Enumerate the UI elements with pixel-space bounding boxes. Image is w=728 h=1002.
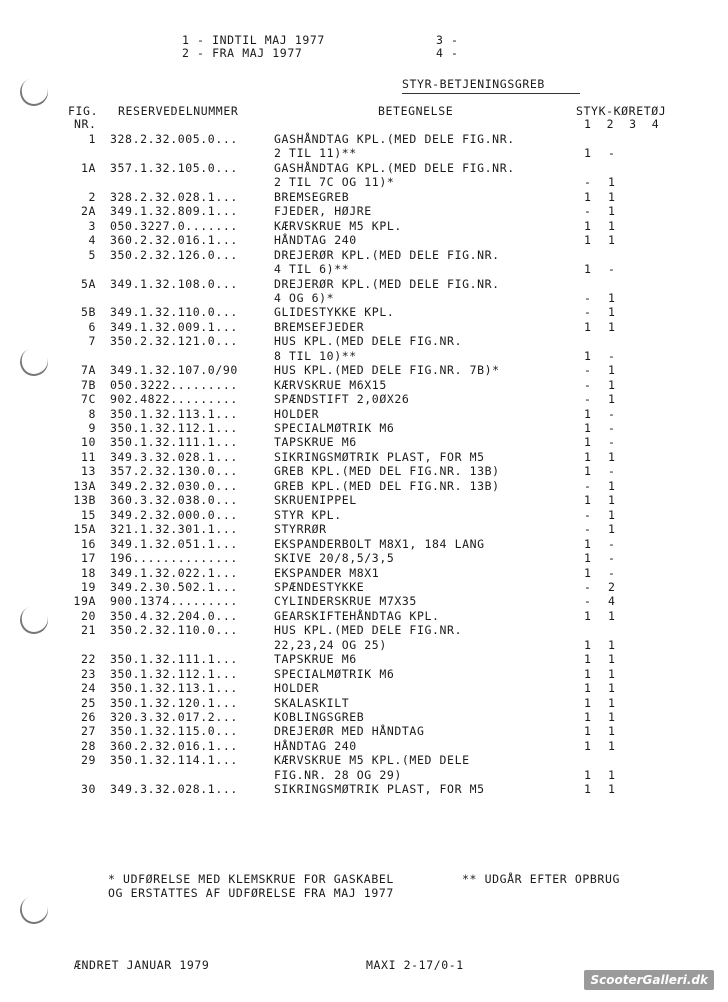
- section-title: STYR-BETJENINGSGREB: [402, 77, 545, 91]
- row-qty-1: 1: [584, 262, 592, 277]
- row-description: HUS KPL.(MED DELE FIG.NR. 7B)*: [274, 363, 500, 378]
- row-part-number: 900.1374.........: [110, 594, 238, 609]
- row-part-number: 349.1.32.009.1...: [110, 319, 238, 334]
- row-qty-1: 1: [584, 421, 592, 435]
- row-description: TAPSKRUE M6: [274, 435, 357, 450]
- row-description: HÅNDTAG 240: [274, 738, 357, 753]
- row-fig-number: 1A: [80, 160, 96, 175]
- row-qty-1: 1: [584, 681, 592, 696]
- row-fig-number: 29: [80, 753, 96, 768]
- row-qty-1: 1: [584, 608, 592, 623]
- row-part-number: 349.1.32.022.1...: [110, 565, 238, 580]
- row-description: 4 TIL 6)**: [274, 262, 350, 277]
- row-part-number: 320.3.32.017.2...: [110, 710, 238, 724]
- row-fig-number: 24: [80, 681, 96, 696]
- punch-hole-icon: [16, 602, 52, 638]
- row-fig-number: 17: [80, 551, 96, 566]
- row-description: SPECIALMØTRIK M6: [274, 666, 395, 681]
- row-qty-2: 1: [608, 392, 616, 407]
- col-description: BETEGNELSE: [378, 104, 454, 118]
- row-fig-number: 13B: [73, 493, 96, 508]
- row-qty-1: 1: [584, 189, 592, 204]
- row-description: EKSPANDERBOLT M8X1, 184 LANG: [274, 536, 485, 551]
- punch-hole-icon: [16, 892, 52, 928]
- row-description: DREJERØR KPL.(MED DELE FIG.NR.: [274, 276, 500, 291]
- row-qty-2: 1: [608, 305, 616, 320]
- row-part-number: 350.2.32.126.0...: [110, 247, 238, 262]
- row-part-number: 050.3222.........: [110, 377, 238, 392]
- row-qty-1: 1: [584, 146, 592, 161]
- row-qty-2: 1: [608, 738, 616, 753]
- row-qty-1: 1: [584, 782, 592, 797]
- footnote-1-line-2: OG ERSTATTES AF UDFØRELSE FRA MAJ 1977: [108, 886, 394, 900]
- row-fig-number: 20: [80, 608, 96, 623]
- row-fig-number: 26: [80, 710, 96, 724]
- row-description: SPECIALMØTRIK M6: [274, 421, 395, 435]
- row-qty-2: 1: [608, 290, 616, 305]
- row-fig-number: 7: [88, 334, 96, 349]
- row-qty-2: -: [608, 435, 616, 450]
- row-qty-2: 1: [608, 319, 616, 334]
- row-qty-1: 1: [584, 551, 592, 566]
- row-qty-1: -: [584, 392, 592, 407]
- row-description: TAPSKRUE M6: [274, 652, 357, 667]
- row-qty-1: 1: [584, 565, 592, 580]
- row-part-number: 328.2.32.005.0...: [110, 132, 238, 146]
- row-description: STYR KPL.: [274, 507, 342, 522]
- row-description: KOBLINGSGREB: [274, 710, 365, 724]
- row-qty-2: 1: [608, 175, 616, 190]
- row-qty-1: -: [584, 594, 592, 609]
- row-part-number: 349.1.32.108.0...: [110, 276, 238, 291]
- row-fig-number: 13A: [73, 478, 96, 493]
- row-description: FJEDER, HØJRE: [274, 204, 372, 219]
- row-qty-2: 1: [608, 681, 616, 696]
- row-fig-number: 11: [80, 449, 96, 464]
- row-qty-2: -: [608, 536, 616, 551]
- row-fig-number: 16: [80, 536, 96, 551]
- row-part-number: 349.2.32.030.0...: [110, 478, 238, 493]
- row-fig-number: 2: [88, 189, 96, 204]
- row-description: DREJERØR KPL.(MED DELE FIG.NR.: [274, 247, 500, 262]
- row-qty-1: 1: [584, 348, 592, 363]
- row-qty-2: -: [608, 146, 616, 161]
- row-qty-2: -: [608, 348, 616, 363]
- row-fig-number: 7B: [80, 377, 96, 392]
- row-qty-1: 1: [584, 710, 592, 724]
- row-description: 22,23,24 OG 25): [274, 637, 387, 652]
- row-qty-2: 1: [608, 233, 616, 248]
- row-fig-number: 23: [80, 666, 96, 681]
- row-description: SKRUENIPPEL: [274, 493, 357, 508]
- row-part-number: 357.1.32.105.0...: [110, 160, 238, 175]
- row-qty-2: 1: [608, 493, 616, 508]
- row-qty-1: 1: [584, 724, 592, 739]
- row-description: GREB KPL.(MED DEL FIG.NR. 13B): [274, 478, 500, 493]
- row-part-number: 321.1.32.301.1...: [110, 522, 238, 537]
- row-description: DREJERØR MED HÅNDTAG: [274, 724, 425, 739]
- row-part-number: 349.3.32.028.1...: [110, 449, 238, 464]
- row-description: CYLINDERSKRUE M7X35: [274, 594, 417, 609]
- row-description: GREB KPL.(MED DEL FIG.NR. 13B): [274, 464, 500, 479]
- footnote-2: ** UDGÅR EFTER OPBRUG: [462, 872, 620, 886]
- row-fig-number: 30: [80, 782, 96, 797]
- row-part-number: 350.1.32.113.1...: [110, 681, 238, 696]
- row-fig-number: 21: [80, 623, 96, 638]
- row-part-number: 360.3.32.038.0...: [110, 493, 238, 508]
- row-part-number: 050.3227.0.......: [110, 218, 238, 233]
- row-fig-number: 22: [80, 652, 96, 667]
- period-1: 1 - INDTIL MAJ 1977: [182, 33, 325, 47]
- row-fig-number: 8: [88, 406, 96, 421]
- col-quantity-numbers: 1 2 3 4: [584, 117, 660, 131]
- row-description: SPÆNDSTIFT 2,0ØX26: [274, 392, 410, 407]
- row-qty-1: 1: [584, 652, 592, 667]
- row-fig-number: 7A: [80, 363, 96, 378]
- row-part-number: 350.1.32.115.0...: [110, 724, 238, 739]
- row-description: STYRRØR: [274, 522, 327, 537]
- row-description: BREMSEGREB: [274, 189, 350, 204]
- row-qty-1: 1: [584, 536, 592, 551]
- row-qty-2: -: [608, 565, 616, 580]
- row-part-number: 349.3.32.028.1...: [110, 782, 238, 797]
- row-description: SPÆNDESTYKKE: [274, 579, 365, 594]
- row-qty-2: 1: [608, 204, 616, 219]
- row-description: HOLDER: [274, 681, 320, 696]
- row-qty-2: -: [608, 262, 616, 277]
- row-description: HOLDER: [274, 406, 320, 421]
- row-fig-number: 5: [88, 247, 96, 262]
- row-part-number: 350.1.32.112.1...: [110, 666, 238, 681]
- row-part-number: 349.2.32.000.0...: [110, 507, 238, 522]
- row-part-number: 350.1.32.112.1...: [110, 421, 238, 435]
- row-qty-1: 1: [584, 435, 592, 450]
- row-part-number: 350.1.32.111.1...: [110, 652, 238, 667]
- row-qty-2: 1: [608, 189, 616, 204]
- row-fig-number: 25: [80, 695, 96, 710]
- row-qty-1: 1: [584, 666, 592, 681]
- row-qty-2: 1: [608, 478, 616, 493]
- row-part-number: 349.1.32.809.1...: [110, 204, 238, 219]
- row-part-number: 350.1.32.111.1...: [110, 435, 238, 450]
- row-fig-number: 2A: [80, 204, 96, 219]
- row-description: GEARSKIFTEHÅNDTAG KPL.: [274, 608, 440, 623]
- row-fig-number: 3: [88, 218, 96, 233]
- row-description: GASHÅNDTAG KPL.(MED DELE FIG.NR.: [274, 132, 515, 146]
- row-qty-2: 2: [608, 579, 616, 594]
- row-qty-2: 1: [608, 637, 616, 652]
- row-qty-1: -: [584, 305, 592, 320]
- row-fig-number: 15A: [73, 522, 96, 537]
- row-qty-1: -: [584, 579, 592, 594]
- row-qty-1: -: [584, 363, 592, 378]
- page-code: MAXI 2-17/0-1: [366, 958, 464, 972]
- row-qty-2: 1: [608, 767, 616, 782]
- row-description: SKALASKILT: [274, 695, 350, 710]
- row-qty-2: -: [608, 406, 616, 421]
- row-fig-number: 19A: [73, 594, 96, 609]
- row-qty-2: 1: [608, 377, 616, 392]
- row-description: 2 TIL 11)**: [274, 146, 357, 161]
- row-qty-1: 1: [584, 637, 592, 652]
- row-qty-2: 1: [608, 522, 616, 537]
- row-qty-1: -: [584, 204, 592, 219]
- row-qty-1: 1: [584, 493, 592, 508]
- row-fig-number: 13: [80, 464, 96, 479]
- row-qty-1: 1: [584, 695, 592, 710]
- section-title-underline: [402, 93, 580, 94]
- row-qty-2: -: [608, 551, 616, 566]
- row-description: SKIVE 20/8,5/3,5: [274, 551, 395, 566]
- row-qty-1: -: [584, 290, 592, 305]
- watermark-logo: ScooterGalleri.dk: [584, 970, 714, 990]
- row-description: 4 OG 6)*: [274, 290, 335, 305]
- row-qty-1: 1: [584, 464, 592, 479]
- row-part-number: 350.2.32.121.0...: [110, 334, 238, 349]
- punch-hole-icon: [16, 74, 52, 110]
- row-part-number: 350.4.32.204.0...: [110, 608, 238, 623]
- row-fig-number: 9: [88, 421, 96, 435]
- revision-date: ÆNDRET JANUAR 1979: [74, 958, 210, 972]
- row-qty-2: 1: [608, 724, 616, 739]
- row-qty-2: 1: [608, 608, 616, 623]
- row-fig-number: 27: [80, 724, 96, 739]
- row-description: SIKRINGSMØTRIK PLAST, FOR M5: [274, 449, 485, 464]
- row-qty-2: 1: [608, 363, 616, 378]
- row-part-number: 328.2.32.028.1...: [110, 189, 238, 204]
- row-fig-number: 10: [80, 435, 96, 450]
- row-description: KÆRVSKRUE M5 KPL.(MED DELE: [274, 753, 470, 768]
- row-description: HÅNDTAG 240: [274, 233, 357, 248]
- row-qty-1: -: [584, 507, 592, 522]
- period-4: 4 -: [436, 46, 459, 60]
- row-qty-2: 1: [608, 652, 616, 667]
- row-part-number: 902.4822.........: [110, 392, 238, 407]
- row-qty-1: -: [584, 478, 592, 493]
- row-description: KÆRVSKRUE M5 KPL.: [274, 218, 402, 233]
- row-fig-number: 18: [80, 565, 96, 580]
- row-fig-number: 5B: [80, 305, 96, 320]
- row-qty-1: 1: [584, 406, 592, 421]
- row-fig-number: 19: [80, 579, 96, 594]
- col-quantity: STYK-KØRETØJ: [576, 104, 667, 118]
- row-qty-1: 1: [584, 738, 592, 753]
- row-part-number: 350.2.32.110.0...: [110, 623, 238, 638]
- row-part-number: 349.1.32.051.1...: [110, 536, 238, 551]
- row-qty-2: 1: [608, 449, 616, 464]
- row-fig-number: 6: [88, 319, 96, 334]
- row-qty-1: -: [584, 377, 592, 392]
- period-3: 3 -: [436, 33, 459, 47]
- row-description: GASHÅNDTAG KPL.(MED DELE FIG.NR.: [274, 160, 515, 175]
- row-part-number: 350.1.32.113.1...: [110, 406, 238, 421]
- row-part-number: 360.2.32.016.1...: [110, 738, 238, 753]
- row-fig-number: 15: [80, 507, 96, 522]
- row-qty-2: 1: [608, 666, 616, 681]
- row-fig-number: 7C: [80, 392, 96, 407]
- row-description: HUS KPL.(MED DELE FIG.NR.: [274, 334, 463, 349]
- row-part-number: 349.2.30.502.1...: [110, 579, 238, 594]
- row-part-number: 349.1.32.107.0/90: [110, 363, 238, 378]
- row-description: HUS KPL.(MED DELE FIG.NR.: [274, 623, 463, 638]
- row-part-number: 360.2.32.016.1...: [110, 233, 238, 248]
- row-qty-1: 1: [584, 767, 592, 782]
- row-qty-2: 1: [608, 710, 616, 724]
- row-qty-2: -: [608, 421, 616, 435]
- col-nr: NR.: [74, 117, 97, 131]
- row-fig-number: 28: [80, 738, 96, 753]
- col-fig: FIG.: [68, 104, 99, 118]
- footnote-1-line-1: * UDFØRELSE MED KLEMSKRUE FOR GASKABEL: [108, 872, 394, 886]
- row-fig-number: 5A: [80, 276, 96, 291]
- row-part-number: 357.2.32.130.0...: [110, 464, 238, 479]
- row-qty-1: -: [584, 175, 592, 190]
- row-qty-1: 1: [584, 319, 592, 334]
- row-description: EKSPANDER M8X1: [274, 565, 380, 580]
- row-description: KÆRVSKRUE M6X15: [274, 377, 387, 392]
- punch-hole-icon: [16, 344, 52, 380]
- row-qty-1: 1: [584, 218, 592, 233]
- row-description: FIG.NR. 28 OG 29): [274, 767, 402, 782]
- row-description: BREMSEFJEDER: [274, 319, 365, 334]
- row-qty-2: 4: [608, 594, 616, 609]
- period-2: 2 - FRA MAJ 1977: [182, 46, 303, 60]
- row-description: 8 TIL 10)**: [274, 348, 357, 363]
- col-part-number: RESERVEDELNUMMER: [118, 104, 239, 118]
- row-fig-number: 4: [88, 233, 96, 248]
- row-qty-2: -: [608, 464, 616, 479]
- row-qty-2: 1: [608, 695, 616, 710]
- row-qty-2: 1: [608, 218, 616, 233]
- row-part-number: 350.1.32.114.1...: [110, 753, 238, 768]
- row-qty-2: 1: [608, 507, 616, 522]
- row-part-number: 196..............: [110, 551, 238, 566]
- row-fig-number: 1: [88, 132, 96, 146]
- row-description: 2 TIL 7C OG 11)*: [274, 175, 395, 190]
- row-qty-1: 1: [584, 233, 592, 248]
- row-description: GLIDESTYKKE KPL.: [274, 305, 395, 320]
- row-qty-1: 1: [584, 449, 592, 464]
- row-part-number: 350.1.32.120.1...: [110, 695, 238, 710]
- row-qty-1: -: [584, 522, 592, 537]
- row-description: SIKRINGSMØTRIK PLAST, FOR M5: [274, 782, 485, 797]
- row-part-number: 349.1.32.110.0...: [110, 305, 238, 320]
- row-qty-2: 1: [608, 782, 616, 797]
